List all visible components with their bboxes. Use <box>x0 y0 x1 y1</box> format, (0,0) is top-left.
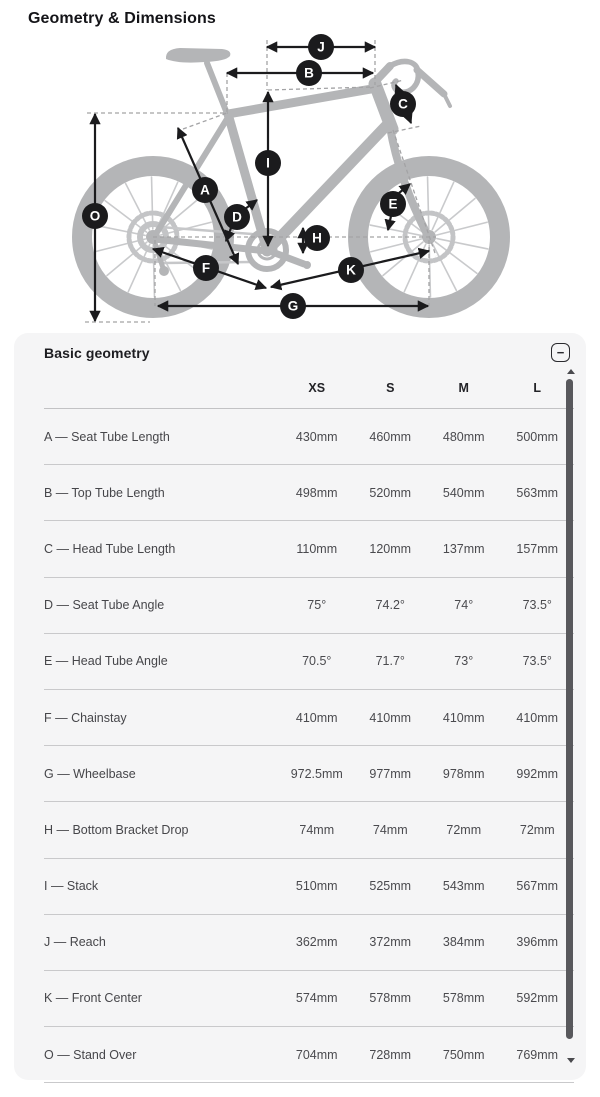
row-value: 410mm <box>516 710 559 725</box>
row-value: 396mm <box>516 935 559 950</box>
svg-text:O: O <box>89 208 101 224</box>
row-label: O — Stand Over <box>44 1047 137 1062</box>
bike-geometry-diagram <box>0 0 600 335</box>
row-value: 74.2° <box>375 598 405 613</box>
row-value: 480mm <box>442 429 485 444</box>
row-value: 362mm <box>295 935 338 950</box>
diagram-marker-O <box>82 203 108 229</box>
card-header <box>44 343 570 362</box>
row-value: 540mm <box>442 485 485 500</box>
table-row <box>44 578 574 634</box>
row-value: 430mm <box>295 429 338 444</box>
geometry-table <box>44 368 574 1083</box>
row-value: 704mm <box>295 1047 338 1062</box>
row-value: 74mm <box>299 822 335 837</box>
row-label: B — Top Tube Length <box>44 485 165 500</box>
row-label: J — Reach <box>44 935 106 950</box>
row-value: 992mm <box>516 766 559 781</box>
row-value: 563mm <box>516 485 559 500</box>
card-title: Basic geometry <box>44 345 150 361</box>
row-value: 978mm <box>442 766 485 781</box>
svg-text:E: E <box>388 196 398 212</box>
diagram-marker-K <box>338 257 364 283</box>
diagram-marker-I <box>255 150 281 176</box>
svg-text:B: B <box>304 65 314 81</box>
row-value: 71.7° <box>375 654 405 669</box>
bike-silhouette <box>82 48 500 308</box>
row-value: 500mm <box>516 429 559 444</box>
row-value: 72mm <box>519 822 555 837</box>
row-value: 574mm <box>295 991 338 1006</box>
svg-text:G: G <box>287 298 299 314</box>
table-row <box>44 465 574 521</box>
row-value: 73° <box>454 654 474 669</box>
svg-text:D: D <box>232 209 242 225</box>
diagram-marker-G <box>280 293 306 319</box>
row-value: 578mm <box>369 991 412 1006</box>
svg-text:A: A <box>200 182 210 198</box>
table-row <box>44 690 574 746</box>
row-label: I — Stack <box>44 879 99 894</box>
diagram-marker-D <box>224 204 250 230</box>
diagram-marker-C <box>390 91 416 117</box>
diagram-marker-B <box>296 60 322 86</box>
diagram-marker-J <box>308 34 334 60</box>
table-row <box>44 746 574 802</box>
row-value: 972.5mm <box>290 766 343 781</box>
table-row <box>44 521 574 577</box>
row-value: 384mm <box>442 935 485 950</box>
row-value: 74° <box>454 598 474 613</box>
diagram-marker-F <box>193 255 219 281</box>
column-header-xs: XS <box>308 381 326 395</box>
svg-text:I: I <box>266 155 270 171</box>
row-value: 728mm <box>369 1047 412 1062</box>
row-value: 977mm <box>369 766 412 781</box>
row-label: C — Head Tube Length <box>44 541 176 556</box>
row-value: 460mm <box>369 429 412 444</box>
row-value: 110mm <box>296 541 338 556</box>
table-row <box>44 971 574 1027</box>
row-value: 72mm <box>446 822 482 837</box>
row-value: 73.5° <box>522 598 552 613</box>
row-value: 520mm <box>369 485 412 500</box>
row-label: H — Bottom Bracket Drop <box>44 822 189 837</box>
svg-text:H: H <box>312 230 322 246</box>
table-header-row <box>44 368 574 409</box>
row-value: 769mm <box>516 1047 559 1062</box>
row-value: 372mm <box>369 935 412 950</box>
svg-text:C: C <box>398 96 408 112</box>
row-value: 75° <box>307 598 327 613</box>
diagram-marker-A <box>192 177 218 203</box>
row-value: 525mm <box>369 879 412 894</box>
svg-text:J: J <box>317 39 325 55</box>
row-value: 137mm <box>442 541 485 556</box>
column-header-m: M <box>458 381 469 395</box>
row-value: 157mm <box>516 541 559 556</box>
scroll-up-arrow-icon[interactable] <box>567 369 575 374</box>
svg-text:F: F <box>201 260 211 276</box>
row-value: 410mm <box>295 710 338 725</box>
scrollbar-thumb[interactable] <box>566 379 573 1039</box>
table-row <box>44 802 574 858</box>
scrollbar[interactable] <box>565 369 575 1063</box>
table-row <box>44 409 574 465</box>
scroll-down-arrow-icon[interactable] <box>567 1058 575 1063</box>
row-value: 410mm <box>442 710 485 725</box>
collapse-button[interactable]: − <box>551 343 570 362</box>
diagram-marker-E <box>380 191 406 217</box>
row-value: 120mm <box>369 541 412 556</box>
row-value: 73.5° <box>522 654 552 669</box>
svg-text:K: K <box>346 262 356 278</box>
column-header-s: S <box>386 381 395 395</box>
column-header-l: L <box>533 381 542 395</box>
row-value: 74mm <box>372 822 408 837</box>
table-row <box>44 1027 574 1083</box>
row-value: 578mm <box>442 991 485 1006</box>
table-row <box>44 915 574 971</box>
row-label: F — Chainstay <box>44 710 127 725</box>
row-value: 70.5° <box>302 654 332 669</box>
page-title: Geometry & Dimensions <box>28 10 216 27</box>
row-value: 567mm <box>516 879 559 894</box>
row-value: 510mm <box>295 879 338 894</box>
row-label: G — Wheelbase <box>44 766 136 781</box>
diagram-marker-H <box>304 225 330 251</box>
row-value: 750mm <box>442 1047 485 1062</box>
basic-geometry-card <box>14 333 586 1080</box>
row-value: 592mm <box>516 991 559 1006</box>
row-value: 410mm <box>369 710 412 725</box>
row-value: 498mm <box>295 485 338 500</box>
table-row <box>44 634 574 690</box>
row-label: K — Front Center <box>44 991 142 1006</box>
row-value: 543mm <box>442 879 485 894</box>
row-label: D — Seat Tube Angle <box>44 598 165 613</box>
table-row <box>44 859 574 915</box>
row-label: E — Head Tube Angle <box>44 654 168 669</box>
row-label: A — Seat Tube Length <box>44 429 170 444</box>
